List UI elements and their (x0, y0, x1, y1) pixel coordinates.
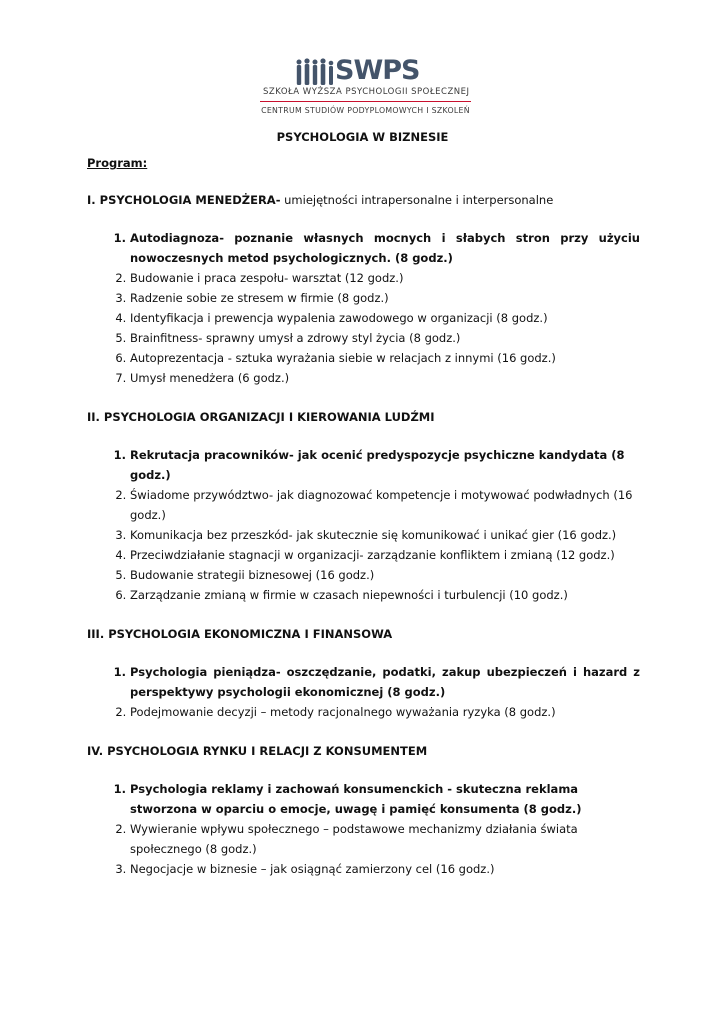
list-item: 2. Podejmowanie decyzji – metody racjonalnego wyważania ryzyka (8 godz.) (130, 702, 640, 722)
document-title: PSYCHOLOGIA W BIZNESIE (276, 130, 449, 144)
list-item: 4. Identyfikacja i prewencja wypalenia zawodowego w organizacji (8 godz.) (130, 308, 640, 328)
list-item: 7. Umysł menedżera (6 godz.) (130, 368, 640, 388)
swps-logo (253, 56, 478, 120)
logo-divider (260, 101, 471, 102)
course-list (87, 228, 640, 388)
section-psychologia-rynku (87, 744, 640, 879)
section-psychologia-ekonomiczna (87, 627, 640, 722)
list-item: 3. Komunikacja bez przeszkód- jak skutecznie się komunikować i unikać gier (16 godz.) (130, 525, 640, 545)
list-item: 5. Budowanie strategii biznesowej (16 godz.) (130, 565, 640, 585)
section-heading-bold: III. PSYCHOLOGIA EKONOMICZNA I FINANSOWA (87, 627, 393, 641)
logo-center-name: CENTRUM STUDIÓW PODYPLOMOWYCH I SZKOLEŃ (261, 106, 470, 115)
course-list (87, 779, 640, 879)
logo-institution-name: SZKOŁA WYŻSZA PSYCHOLOGII SPOŁECZNEJ (263, 87, 470, 97)
list-item: 1. Psychologia reklamy i zachowań konsumenckich - skuteczna reklama stworzona w oparciu o emocje, uwagę i pamięć konsumenta (8 godz.) (130, 779, 640, 819)
section-heading (87, 744, 640, 759)
list-item: 6. Zarządzanie zmianą w firmie w czasach niepewności i turbulencji (10 godz.) (130, 585, 640, 605)
list-item: 2. Budowanie i praca zespołu- warsztat (12 godz.) (130, 268, 640, 288)
people-silhouettes-icon (295, 58, 335, 86)
program-label: Program: (87, 156, 148, 170)
section-heading (87, 410, 640, 425)
list-item: 3. Radzenie sobie ze stresem w firmie (8 godz.) (130, 288, 640, 308)
list-item: 2. Świadome przywództwo- jak diagnozować kompetencje i motywować podwładnych (16 godz.) (130, 485, 640, 525)
list-item: 1. Psychologia pieniądza- oszczędzanie, podatki, zakup ubezpieczeń i hazard z perspektywy psychologii ekonomicznej (8 godz.) (130, 662, 640, 702)
section-heading-bold: IV. PSYCHOLOGIA RYNKU I RELACJI Z KONSUMENTEM (87, 744, 428, 758)
course-list (87, 662, 640, 722)
program-content (87, 193, 640, 901)
section-psychologia-organizacji (87, 410, 640, 605)
section-heading-bold: II. PSYCHOLOGIA ORGANIZACJI I KIEROWANIA LUDŹMI (87, 410, 435, 424)
list-item: 2. Wywieranie wpływu społecznego – podstawowe mechanizmy działania świata społecznego (8 godz.) (130, 819, 640, 859)
course-list (87, 445, 640, 605)
list-item: 1. Autodiagnoza- poznanie własnych mocnych i słabych stron przy użyciu nowoczesnych metod psychologicznych. (8 godz.) (130, 228, 640, 268)
list-item: 6. Autoprezentacja - sztuka wyrażania siebie w relacjach z innymi (16 godz.) (130, 348, 640, 368)
section-heading (87, 193, 640, 208)
list-item: 3. Negocjacje w biznesie – jak osiągnąć zamierzony cel (16 godz.) (130, 859, 640, 879)
list-item: 4. Przeciwdziałanie stagnacji w organizacji- zarządzanie konfliktem i zmianą (12 godz.) (130, 545, 640, 565)
list-item: 5. Brainfitness- sprawny umysł a zdrowy styl życia (8 godz.) (130, 328, 640, 348)
section-heading-rest: umiejętności intrapersonalne i interpersonalne (280, 193, 554, 207)
section-psychologia-menedzera (87, 193, 640, 388)
section-heading (87, 627, 640, 642)
list-item: 1. Rekrutacja pracowników- jak ocenić predyspozycje psychiczne kandydata (8 godz.) (130, 445, 640, 485)
logo-wordmark: SWPS (335, 55, 420, 86)
section-heading-bold: I. PSYCHOLOGIA MENEDŻERA- (87, 193, 281, 207)
